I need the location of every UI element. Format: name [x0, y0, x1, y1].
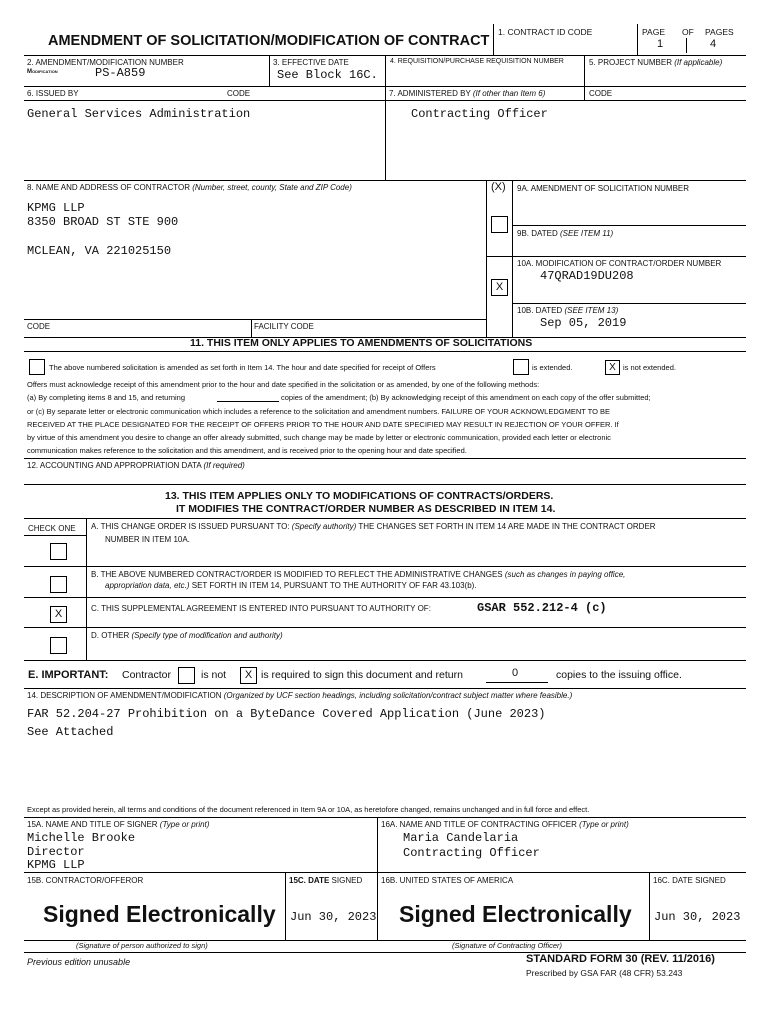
signer-line-3: KPMG LLP [27, 858, 85, 872]
amendment-solicitation-checkbox[interactable] [491, 216, 508, 233]
contractor-offeror-label: 15B. CONTRACTOR/OFFEROR [27, 876, 144, 885]
admin-changes-checkbox[interactable] [50, 576, 67, 593]
except-statement: Except as provided herein, all terms and conditions of the document referenced in Item 9A or 10A, as heretofore changed, remains unchanged and in full force and effect. [27, 805, 590, 814]
important-copies-text: copies to the issuing office. [556, 669, 682, 681]
project-number-text: 5. PROJECT NUMBER [589, 58, 672, 67]
admin-changes-text-1: B. THE ABOVE NUMBERED CONTRACT/ORDER IS MODIFIED TO REFLECT THE ADMINISTRATIVE CHANGES [91, 570, 503, 579]
other-note: (Specify type of modification and authority) [131, 631, 283, 640]
facility-code-label: FACILITY CODE [254, 322, 314, 331]
not-extended-checkbox[interactable] [605, 360, 620, 375]
contractor-label [27, 183, 352, 192]
contractor-code-label: CODE [27, 322, 51, 331]
is-required-checkbox[interactable] [240, 667, 257, 684]
contractor-line-1: KPMG LLP [27, 201, 85, 215]
item-13-heading-2: IT MODIFIES THE CONTRACT/ORDER NUMBER AS DESCRIBED IN ITEM 14. [176, 503, 556, 515]
supplemental-agreement-text: C. THIS SUPPLEMENTAL AGREEMENT IS ENTERED INTO PURSUANT TO AUTHORITY OF: [91, 604, 431, 613]
change-order-checkbox[interactable] [50, 543, 67, 560]
modification-contract-checkbox[interactable] [491, 279, 508, 296]
amendment-solicitation-label: 9A. AMENDMENT OF SOLICITATION NUMBER [517, 184, 690, 193]
date-signed-15c-text: 15C. DATE [289, 876, 330, 885]
signer-line-1: Michelle Brooke [27, 831, 136, 845]
contractor-signature-caption: (Signature of person authorized to sign) [76, 941, 208, 950]
modification-contract-mark: X [495, 281, 504, 293]
is-required-mark: X [244, 669, 253, 681]
previous-edition-note: Previous edition unusable [27, 957, 131, 967]
admin-changes-text-3: SET FORTH IN ITEM 14, PURSUANT TO THE AUTHORITY OF FAR 43.103(b). [191, 581, 477, 590]
officer-signature: Signed Electronically [399, 901, 632, 927]
prescribed-by-label: Prescribed by GSA FAR (48 CFR) 53.243 [526, 968, 683, 978]
contracting-officer-label-note: (Type or print) [579, 820, 629, 829]
item-11-para-4: RECEIVED AT THE PLACE DESIGNATED FOR THE RECEIPT OF OFFERS PRIOR TO THE HOUR AND DATE SPECIFIED MAY RESULT IN REJECTION OF YOUR OFFER. If [27, 420, 619, 429]
is-not-checkbox[interactable] [178, 667, 195, 684]
admin-code-label: CODE [589, 89, 613, 98]
contractor-line-4: MCLEAN, VA 221025150 [27, 244, 172, 258]
effective-date-value: See Block 16C. [277, 68, 378, 82]
admin-changes-text-2: appropriation data, etc.) [105, 581, 190, 590]
contracting-officer-line-2: Contracting Officer [403, 846, 540, 860]
change-order-text-1: A. THIS CHANGE ORDER IS ISSUED PURSUANT TO: [91, 522, 290, 531]
item-12-text: 12. ACCOUNTING AND APPROPRIATION DATA [27, 461, 202, 470]
of-label: OF [682, 27, 694, 37]
contractor-date-signed: Jun 30, 2023 [290, 910, 377, 924]
requisition-number-label: 4. REQUISITION/PURCHASE REQUISITION NUMBER [390, 58, 564, 65]
administered-by-text: 7. ADMINISTERED BY [389, 89, 471, 98]
issued-code-label: CODE [227, 89, 251, 98]
item-13-heading-1: 13. THIS ITEM APPLIES ONLY TO MODIFICATIONS OF CONTRACTS/ORDERS. [165, 490, 554, 502]
not-extended-mark: X [609, 362, 616, 373]
item-14-note: (Organized by UCF section headings, including solicitation/contract subject matter where feasible.) [223, 691, 573, 700]
date-signed-16c-label: 16C. DATE SIGNED [653, 876, 726, 885]
dated-10b-label [517, 306, 618, 315]
change-order-text [91, 522, 656, 531]
modification-contract-value: 47QRAD19DU208 [540, 269, 634, 283]
contracting-officer-line-1: Maria Candelaria [403, 831, 519, 845]
dated-9b-note: (SEE ITEM 11) [559, 229, 614, 238]
item-14-line-2: See Attached [27, 725, 114, 739]
project-number-label [589, 58, 722, 67]
officer-date-signed: Jun 30, 2023 [654, 910, 741, 924]
signer-label-note: (Type or print) [159, 820, 210, 829]
other-text-label: D. OTHER [91, 631, 130, 640]
extended-checkbox[interactable] [513, 359, 529, 375]
form-title: AMENDMENT OF SOLICITATION/MODIFICATION OF CONTRACT [48, 33, 490, 49]
pages-count: 4 [710, 38, 717, 50]
change-order-note: (Specify authority) [291, 522, 357, 531]
item-14-line-1: FAR 52.204-27 Prohibition on a ByteDance Covered Application (June 2023) [27, 707, 546, 721]
item-11-heading: 11. THIS ITEM ONLY APPLIES TO AMENDMENTS OF SOLICITATIONS [190, 337, 533, 349]
administered-by-value: Contracting Officer [411, 107, 548, 121]
contractor-label-text: 8. NAME AND ADDRESS OF CONTRACTOR [27, 183, 190, 192]
important-contractor: Contractor [122, 669, 172, 681]
contracting-officer-label [381, 820, 629, 829]
item-11-para-6: communication makes reference to the solicitation and this amendment, and is received prior to the opening hour and date specified. [27, 446, 467, 455]
standard-form-label: STANDARD FORM 30 (REV. 11/2016) [526, 953, 715, 965]
admin-changes-text [91, 570, 625, 579]
supplemental-agreement-mark: X [54, 608, 63, 620]
page-label: PAGE [642, 27, 665, 37]
item-14-label [27, 691, 572, 700]
item-11-para-1: Offers must acknowledge receipt of this amendment prior to the hour and date specified in the solicitation or as amended, by one of the following methods: [27, 380, 540, 389]
usa-label: 16B. UNITED STATES OF AMERICA [381, 876, 514, 885]
administered-by-note: (If other than Item 6) [472, 89, 546, 98]
dated-10b-value: Sep 05, 2019 [540, 316, 627, 330]
pages-label: PAGES [705, 27, 734, 37]
important-is-not: is not [201, 669, 227, 681]
issued-by-value: General Services Administration [27, 107, 251, 121]
dated-10b-text: 10B. DATED [517, 306, 563, 315]
amendment-number-label: 2. AMENDMENT/MODIFICATION NUMBER [27, 58, 184, 67]
change-order-text-2: THE CHANGES SET FORTH IN ITEM 14 ARE MADE IN THE CONTRACT ORDER [358, 522, 656, 531]
copies-count: 0 [512, 667, 519, 679]
solicitation-amended-checkbox[interactable] [29, 359, 45, 375]
change-order-text-3: NUMBER IN ITEM 10A. [105, 535, 190, 544]
date-signed-15c-text-2: SIGNED [331, 876, 363, 885]
contractor-label-note: (Number, street, county, State and ZIP Code) [192, 183, 352, 192]
issued-by-label: 6. ISSUED BY [27, 89, 79, 98]
item-12-label [27, 461, 245, 470]
extended-text: is extended. [532, 363, 573, 372]
contract-id-label: 1. CONTRACT ID CODE [498, 27, 593, 37]
date-signed-15c-label [289, 876, 362, 885]
other-checkbox[interactable] [50, 637, 67, 654]
signer-label [27, 820, 209, 829]
item-11-para-5: by virtue of this amendment you desire to change an offer already submitted, such change may be made by letter or electronic communication, provided each letter or electronic [27, 433, 611, 442]
contractor-signature: Signed Electronically [43, 901, 276, 927]
dated-9b-text: 9B. DATED [517, 229, 558, 238]
item-12-note: (If required) [203, 461, 245, 470]
item-11-para-2b: copies of the amendment; (b) By acknowledging receipt of this amendment on each copy of the offer submitted; [281, 393, 651, 402]
page-number: 1 [657, 38, 664, 50]
item-11-para-2a: (a) By completing items 8 and 15, and returning [27, 393, 186, 402]
other-text [91, 631, 283, 640]
x-column-label: (X) [491, 181, 506, 193]
check-one-label: CHECK ONE [28, 524, 76, 533]
signer-line-2: Director [27, 845, 85, 859]
dated-10b-note: (SEE ITEM 13) [564, 306, 619, 315]
modification-prefix: Modification [27, 69, 58, 75]
item-11-para-3: or (c) By separate letter or electronic communication which includes a reference to the solicitation and amendment numbers. FAILURE OF YOUR ACKNOWLEDGMENT TO BE [27, 407, 611, 416]
contracting-officer-label-text: 16A. NAME AND TITLE OF CONTRACTING OFFICER [381, 820, 577, 829]
administered-by-label [389, 89, 545, 98]
dated-9b-label [517, 229, 613, 238]
officer-signature-caption: (Signature of Contracting Officer) [452, 941, 563, 950]
solicitation-amended-text: The above numbered solicitation is amended as set forth in Item 14. The hour and date specified for receipt of Offers [49, 363, 436, 372]
item-14-text: 14. DESCRIPTION OF AMENDMENT/MODIFICATION [27, 691, 222, 700]
signer-label-text: 15A. NAME AND TITLE OF SIGNER [27, 820, 158, 829]
effective-date-label: 3. EFFECTIVE DATE [273, 58, 349, 67]
modification-contract-label: 10A. MODIFICATION OF CONTRACT/ORDER NUMBER [517, 259, 722, 268]
project-number-note: (If applicable) [674, 58, 723, 67]
supplemental-agreement-authority: GSAR 552.212-4 (c) [477, 601, 607, 615]
not-extended-text: is not extended. [623, 363, 676, 372]
supplemental-agreement-checkbox[interactable] [50, 606, 67, 623]
contractor-line-2: 8350 BROAD ST STE 900 [27, 215, 179, 229]
admin-changes-line-2 [105, 581, 477, 590]
admin-changes-note: (such as changes in paying office, [504, 570, 626, 579]
important-label: E. IMPORTANT: [28, 669, 109, 681]
amendment-number-value: PS-A859 [95, 66, 146, 80]
important-is-required: is required to sign this document and return [261, 669, 463, 681]
